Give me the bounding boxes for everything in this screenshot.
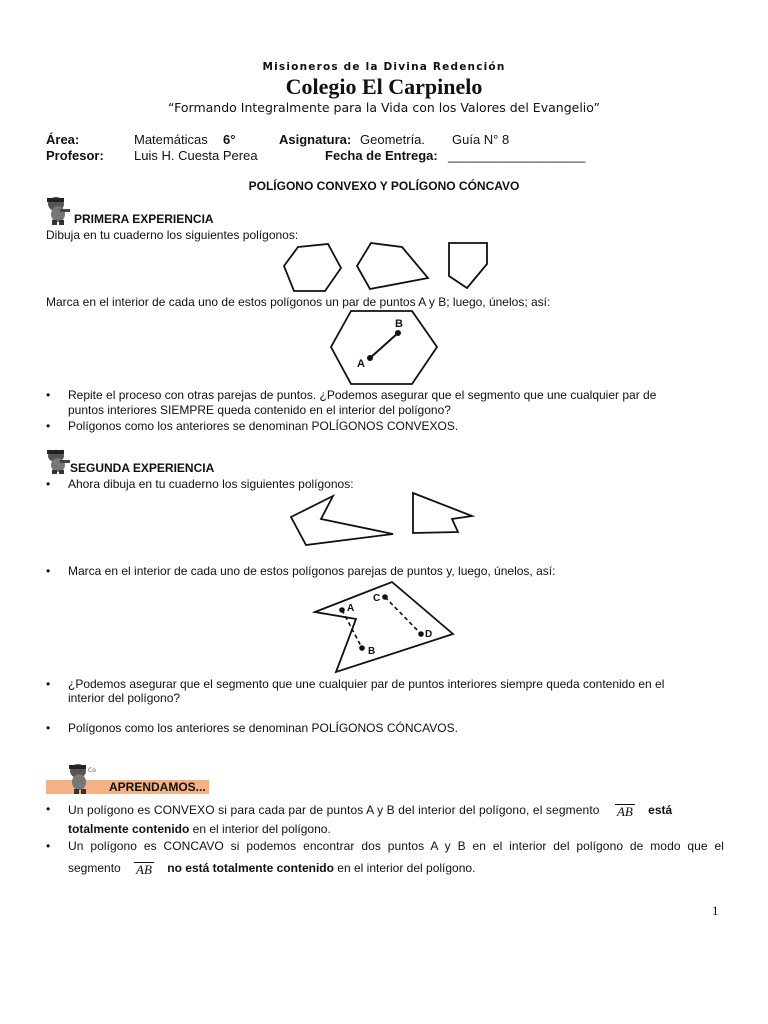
segment-ab-symbol: AB xyxy=(136,862,152,877)
second-bullet3-line1: ¿Podemos asegurar que el segmento que une cualquier par de puntos interiores siempre queda contenido en el xyxy=(68,677,665,691)
label-b: B xyxy=(395,318,403,330)
learn-bullet2-bold: no está totalmente contenido xyxy=(167,861,334,875)
subject-label: Asignatura: xyxy=(279,132,352,147)
learn-bullet1-bold: está xyxy=(648,803,673,817)
label-d: D xyxy=(425,629,433,640)
teacher-value: Luis H. Cuesta Perea xyxy=(134,148,258,163)
area-value: Matemáticas xyxy=(134,132,208,147)
first-bullet2: Polígonos como los anteriores se denominan POLÍGONOS CONVEXOS. xyxy=(68,419,459,433)
area-label: Área: xyxy=(46,132,80,147)
first-bullet1-line1: Repite el proceso con otras parejas de puntos. ¿Podemos asegurar que el segmento que une cualquier par de xyxy=(68,388,657,402)
first-bullet1-line2: puntos interiores SIEMPRE queda contenido en el interior del polígono? xyxy=(68,403,451,417)
learn-bullet2-line1: Un polígono es CONCAVO si podemos encontrar dos puntos A y B en el interior del polígono de modo que el xyxy=(68,839,724,853)
label-c: C xyxy=(373,593,381,604)
svg-text:Co: Co xyxy=(88,767,96,774)
bullet: • xyxy=(46,677,51,691)
segment-ab-symbol: AB xyxy=(616,804,633,819)
learn-bullet2-rest: en el interior del polígono. xyxy=(333,861,476,875)
first-mark-instruction: Marca en el interior de cada uno de estos polígonos un par de puntos A y B; luego, únelos; así: xyxy=(46,295,551,309)
bullet: • xyxy=(46,839,51,853)
second-bullet2: Marca en el interior de cada uno de estos polígonos parejas de puntos y, luego, únelos, así: xyxy=(68,564,556,578)
learn-bullet1-line2-bold: totalmente contenido xyxy=(68,822,190,836)
learn-heading: APRENDAMOS... xyxy=(106,780,209,794)
bullet: • xyxy=(46,721,51,735)
school-motto: “Formando Integralmente para la Vida con los Valores del Evangelio” xyxy=(168,100,600,115)
learn-bullet1-text: Un polígono es CONVEXO si para cada par de puntos A y B del interior del polígono, el segmento xyxy=(68,803,600,817)
page-title: POLÍGONO CONVEXO Y POLÍGONO CÓNCAVO xyxy=(248,179,520,193)
mascot-icon xyxy=(64,762,104,794)
label-b: B xyxy=(368,646,376,657)
bullet: • xyxy=(46,564,51,578)
bullet: • xyxy=(46,419,51,433)
second-bullet3-line2: interior del polígono? xyxy=(68,691,181,705)
date-label: Fecha de Entrega: xyxy=(325,148,438,163)
learn-bullet2-segment-word: segmento xyxy=(68,861,121,875)
learn-bullet1-line2-rest: en el interior del polígono. xyxy=(189,822,331,836)
subject-value: Geometría. xyxy=(360,132,426,147)
school-name: Colegio El Carpinelo xyxy=(285,74,483,99)
second-bullet1: Ahora dibuja en tu cuaderno los siguientes polígonos: xyxy=(68,477,354,491)
teacher-label: Profesor: xyxy=(46,148,104,163)
bullet: • xyxy=(46,802,51,816)
point-d xyxy=(418,631,424,637)
first-experience-heading: PRIMERA EXPERIENCIA xyxy=(74,212,214,226)
page-number: 1 xyxy=(712,903,719,918)
point-c xyxy=(382,594,388,600)
learn-bullet2-line2 xyxy=(68,860,475,876)
grade-value: 6° xyxy=(223,132,236,147)
organization-name: Misioneros de la Divina Redención xyxy=(262,61,506,73)
guide-number: Guía N° 8 xyxy=(452,132,510,147)
segment-ab-dashed xyxy=(342,610,362,648)
bullet: • xyxy=(46,477,51,491)
learn-bullet1-line2 xyxy=(68,822,331,837)
point-a xyxy=(339,607,345,613)
first-instruction: Dibuja en tu cuaderno los siguientes polígonos: xyxy=(46,228,299,242)
date-blank: ___________________ xyxy=(448,148,586,163)
second-bullet4: Polígonos como los anteriores se denominan POLÍGONOS CÓNCAVOS. xyxy=(68,721,458,735)
learn-bullet1-line1 xyxy=(68,802,724,818)
label-a: A xyxy=(357,358,365,370)
point-b xyxy=(359,645,365,651)
label-a: A xyxy=(347,603,355,614)
bullet: • xyxy=(46,388,51,402)
second-experience-heading: SEGUNDA EXPERIENCIA xyxy=(70,461,215,475)
